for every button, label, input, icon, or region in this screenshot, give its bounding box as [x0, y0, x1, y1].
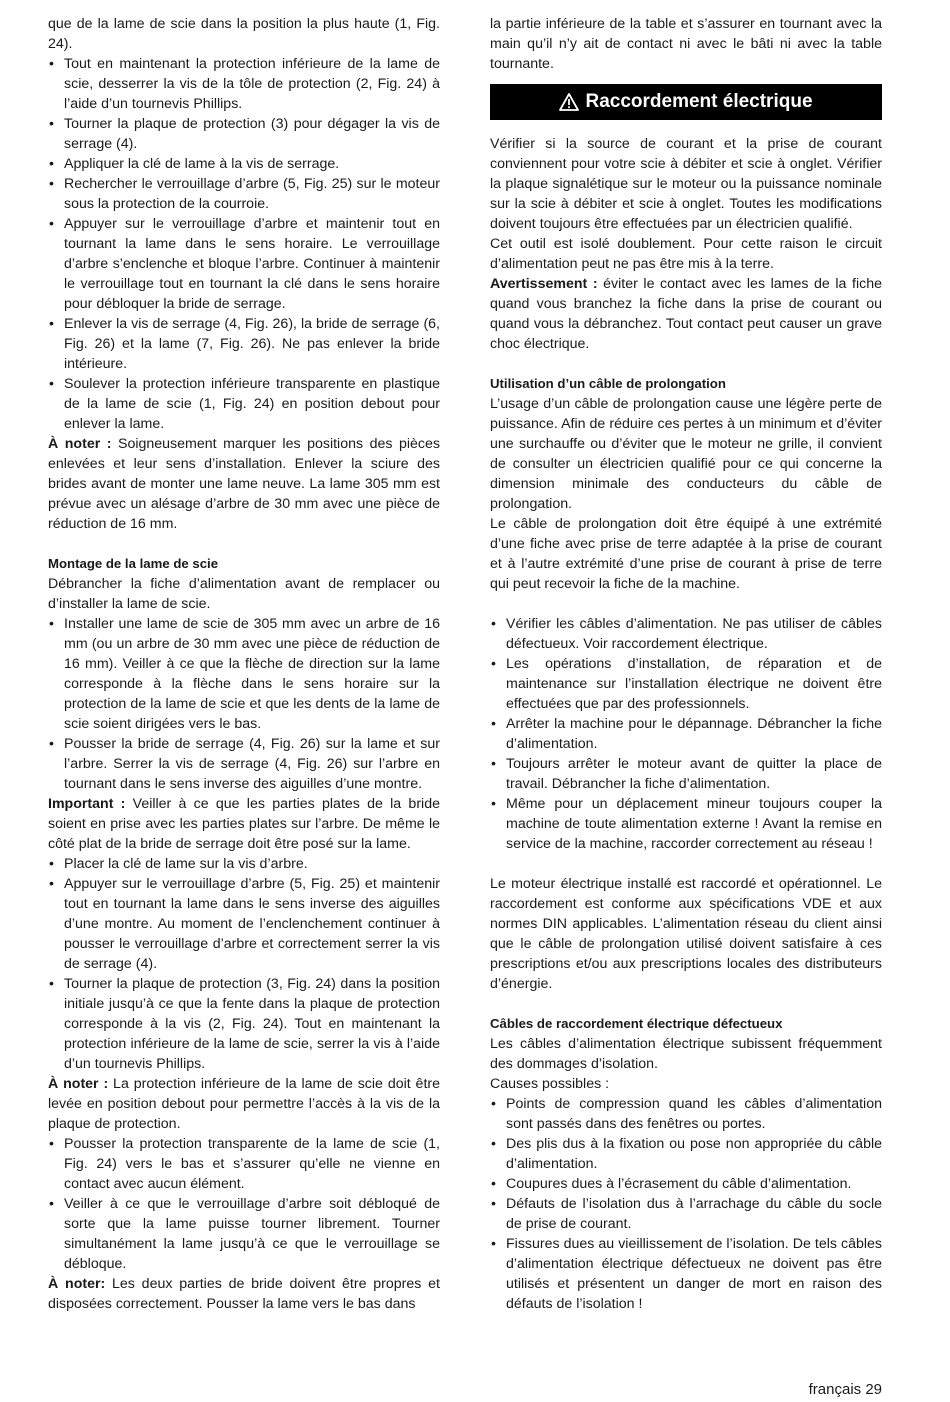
list-item: • Tourner la plaque de protection (3, Fig. 24) dans la position initiale jusqu’à ce que la fente dans la plaque de protection corresponde à la vis (2, Fig. 24). Tout en maintenant la protection inférieure de la lame de scie, serrer la vis à l’aide d’un tournevis Phillips.: [48, 974, 440, 1074]
paragraph: que de la lame de scie dans la position la plus haute (1, Fig. 24).: [48, 16, 440, 52]
paragraph: Les câbles d’alimentation électrique subissent fréquemment des dommages d’isolation.: [490, 1036, 882, 1072]
section-heading: Utilisation d’un câble de prolongation: [490, 376, 726, 391]
paragraph: Le câble de prolongation doit être équipé à une extrémité d’une fiche avec prise de terre adaptée à la prise de courant et à l’autre extrémité d’une prise de courant à prise de terre qui peut recevoir la fiche de la machine.: [490, 516, 882, 592]
note-paragraph: [48, 1074, 440, 1134]
bullet-list: [490, 1094, 882, 1314]
warning-label: Avertissement :: [490, 276, 598, 292]
section-banner: [490, 84, 882, 120]
list-item: • Pousser la bride de serrage (4, Fig. 26) sur la lame et sur l’arbre. Serrer la vis de serrage (4, Fig. 26) sur l’arbre en tournant dans le sens inverse des aiguilles d’une montre.: [48, 734, 440, 794]
important-label: Important :: [48, 796, 126, 812]
bullet-list: [48, 54, 440, 434]
page-footer: français 29: [808, 1381, 882, 1398]
list-item: • Les opérations d’installation, de réparation et de maintenance sur l’installation électrique ne doivent être effectuées que par des professionnels.: [490, 654, 882, 714]
list-item: • Des plis dus à la fixation ou pose non appropriée du câble d’alimentation.: [490, 1134, 882, 1174]
list-item: • Enlever la vis de serrage (4, Fig. 26), la bride de serrage (6, Fig. 26) et la lame (7, Fig. 26). Ne pas enlever la bride intérieure.: [48, 314, 440, 374]
note-text: Soigneusement marquer les positions des pièces enlevées et leur sens d’installation. Enlever la sciure des brides avant de monter une lame neuve. La lame 305 mm est prévue avec un alésage d’arbre de 30 mm avec une pièce de réduction de 16 mm.: [48, 436, 440, 532]
note-label: À noter:: [48, 1276, 106, 1292]
list-item: • Vérifier les câbles d’alimentation. Ne pas utiliser de câbles défectueux. Voir raccordement électrique.: [490, 614, 882, 654]
note-paragraph: [48, 1274, 440, 1314]
list-item: • Rechercher le verrouillage d’arbre (5, Fig. 25) sur le moteur sous la protection de la courroie.: [48, 174, 440, 214]
list-item: • Tout en maintenant la protection inférieure de la lame de scie, desserrer la vis de la tôle de protection (2, Fig. 24) à l’aide d’un tournevis Phillips.: [48, 54, 440, 114]
list-item: • Points de compression quand les câbles d’alimentation sont passés dans des fenêtres ou portes.: [490, 1094, 882, 1134]
paragraph: Vérifier si la source de courant et la prise de courant conviennent pour votre scie à débiter et scie à onglet. Vérifier la plaque signalétique sur le moteur ou la puissance nominale sur la scie à débiter et scie à onglet. Toutes les modifications doivent toujours être effectuées par un électricien qualifié.: [490, 136, 882, 232]
list-item: • Toujours arrêter le moteur avant de quitter la place de travail. Débrancher la fiche d’alimentation.: [490, 754, 882, 794]
list-item: • Appuyer sur le verrouillage d’arbre et maintenir tout en tournant la lame dans le sens horaire. Le verrouillage d’arbre s’enclenche et bloque l’arbre. Continuer à maintenir le verrouillage tout en tournant la clé dans le sens horaire pour débloquer la bride de serrage.: [48, 214, 440, 314]
paragraph: Causes possibles :: [490, 1076, 610, 1092]
paragraph: Le moteur électrique installé est raccordé et opérationnel. Le raccordement est conforme aux spécifications VDE et aux normes DIN applicables. L’alimentation réseau du client ainsi que le câble de prolongation utilisé doivent satisfaire à ces prescriptions et/ou aux prescriptions locales des distributeurs d’énergie.: [490, 876, 882, 992]
section-heading: Montage de la lame de scie: [48, 556, 219, 571]
bullet-list: [48, 614, 440, 794]
paragraph: Débrancher la fiche d’alimentation avant de remplacer ou d’installer la lame de scie.: [48, 576, 440, 612]
list-item: • Pousser la protection transparente de la lame de scie (1, Fig. 24) vers le bas et s’assurer qu’elle ne vienne en contact avec aucun élément.: [48, 1134, 440, 1194]
important-paragraph: [48, 794, 440, 854]
left-column: [48, 14, 440, 1314]
banner-title: Raccordement électrique: [585, 91, 813, 112]
list-item: • Défauts de l’isolation dus à l’arrachage du câble du socle de prise de courant.: [490, 1194, 882, 1234]
bullet-list: [490, 614, 882, 854]
list-item: • Placer la clé de lame sur la vis d’arbre.: [48, 854, 440, 874]
section-heading: Câbles de raccordement électrique défectueux: [490, 1016, 783, 1031]
note-text: La protection inférieure de la lame de scie doit être levée en position debout pour permettre l’accès à la vis de la plaque de protection.: [48, 1076, 441, 1132]
list-item: • Veiller à ce que le verrouillage d’arbre soit débloqué de sorte que la lame puisse tourner librement. Tourner simultanément la lame jusqu’à ce que le verrouillage se débloque.: [48, 1194, 440, 1274]
important-text: Veiller à ce que les parties plates de la bride soient en prise avec les parties plates sur l’arbre. De même le côté plat de la bride de serrage doit être posé sur la lame.: [48, 796, 440, 852]
warning-triangle-icon: [559, 93, 579, 111]
list-item: • Même pour un déplacement mineur toujours couper la machine de toute alimentation externe ! Avant la remise en service de la machine, raccorder correctement au réseau !: [490, 794, 882, 854]
list-item: • Coupures dues à l’écrasement du câble d’alimentation.: [490, 1174, 882, 1194]
bullet-list: [48, 854, 440, 1074]
list-item: • Fissures dues au vieillissement de l’isolation. De tels câbles d’alimentation électrique défectueux ne doivent pas être utilisés et présentent un danger de mort en raison des défauts de l’isolation !: [490, 1234, 882, 1314]
paragraph: la partie inférieure de la table et s’assurer en tournant avec la main qu’il n’y ait de contact ni avec le bâti ni avec la table tournante.: [490, 16, 882, 72]
list-item: • Soulever la protection inférieure transparente en plastique de la lame de scie (1, Fig. 24) en position debout pour enlever la lame.: [48, 374, 440, 434]
note-label: À noter :: [48, 436, 112, 452]
right-column: [490, 14, 882, 1314]
list-item: • Tourner la plaque de protection (3) pour dégager la vis de serrage (4).: [48, 114, 440, 154]
list-item: • Installer une lame de scie de 305 mm avec un arbre de 16 mm (ou un arbre de 30 mm avec une pièce de réduction de 16 mm). Veiller à ce que la flèche de direction sur la lame corresponde à la flèche dans le sens horaire sur la protection de la lame de scie et que les dents de la lame de scie soient dirigées vers le bas.: [48, 614, 440, 734]
list-item: • Appuyer sur le verrouillage d’arbre (5, Fig. 25) et maintenir tout en tournant la lame dans le sens inverse des aiguilles d’une montre. Au moment de l’enclenchement continuer à pousser le verrouillage d’arbre et correctement serrer la vis de serrage (4).: [48, 874, 440, 974]
note-label: À noter :: [48, 1076, 109, 1092]
list-item: • Arrêter la machine pour le dépannage. Débrancher la fiche d’alimentation.: [490, 714, 882, 754]
note-paragraph: [48, 434, 440, 534]
warning-paragraph: [490, 274, 882, 354]
bullet-list: [48, 1134, 440, 1274]
warning-text: éviter le contact avec les lames de la fiche quand vous branchez la fiche dans la prise de courant ou quand vous la débranchez. Tout contact peut causer un grave choc électrique.: [490, 276, 882, 352]
note-text: Les deux parties de bride doivent être propres et disposées correctement. Pousser la lame vers le bas dans: [48, 1276, 440, 1312]
paragraph: L’usage d’un câble de prolongation cause une légère perte de puissance. Afin de réduire ces pertes à un minimum et d’éviter une surchauffe ou d’éviter que le moteur ne grille, il convient de consulter un électricien qualifié pour ce qui concerne la dimension minimale des conducteurs du câble de prolongation.: [490, 396, 882, 512]
paragraph: Cet outil est isolé doublement. Pour cette raison le circuit d’alimentation peut ne pas être mis à la terre.: [490, 236, 882, 272]
list-item: • Appliquer la clé de lame à la vis de serrage.: [48, 154, 440, 174]
